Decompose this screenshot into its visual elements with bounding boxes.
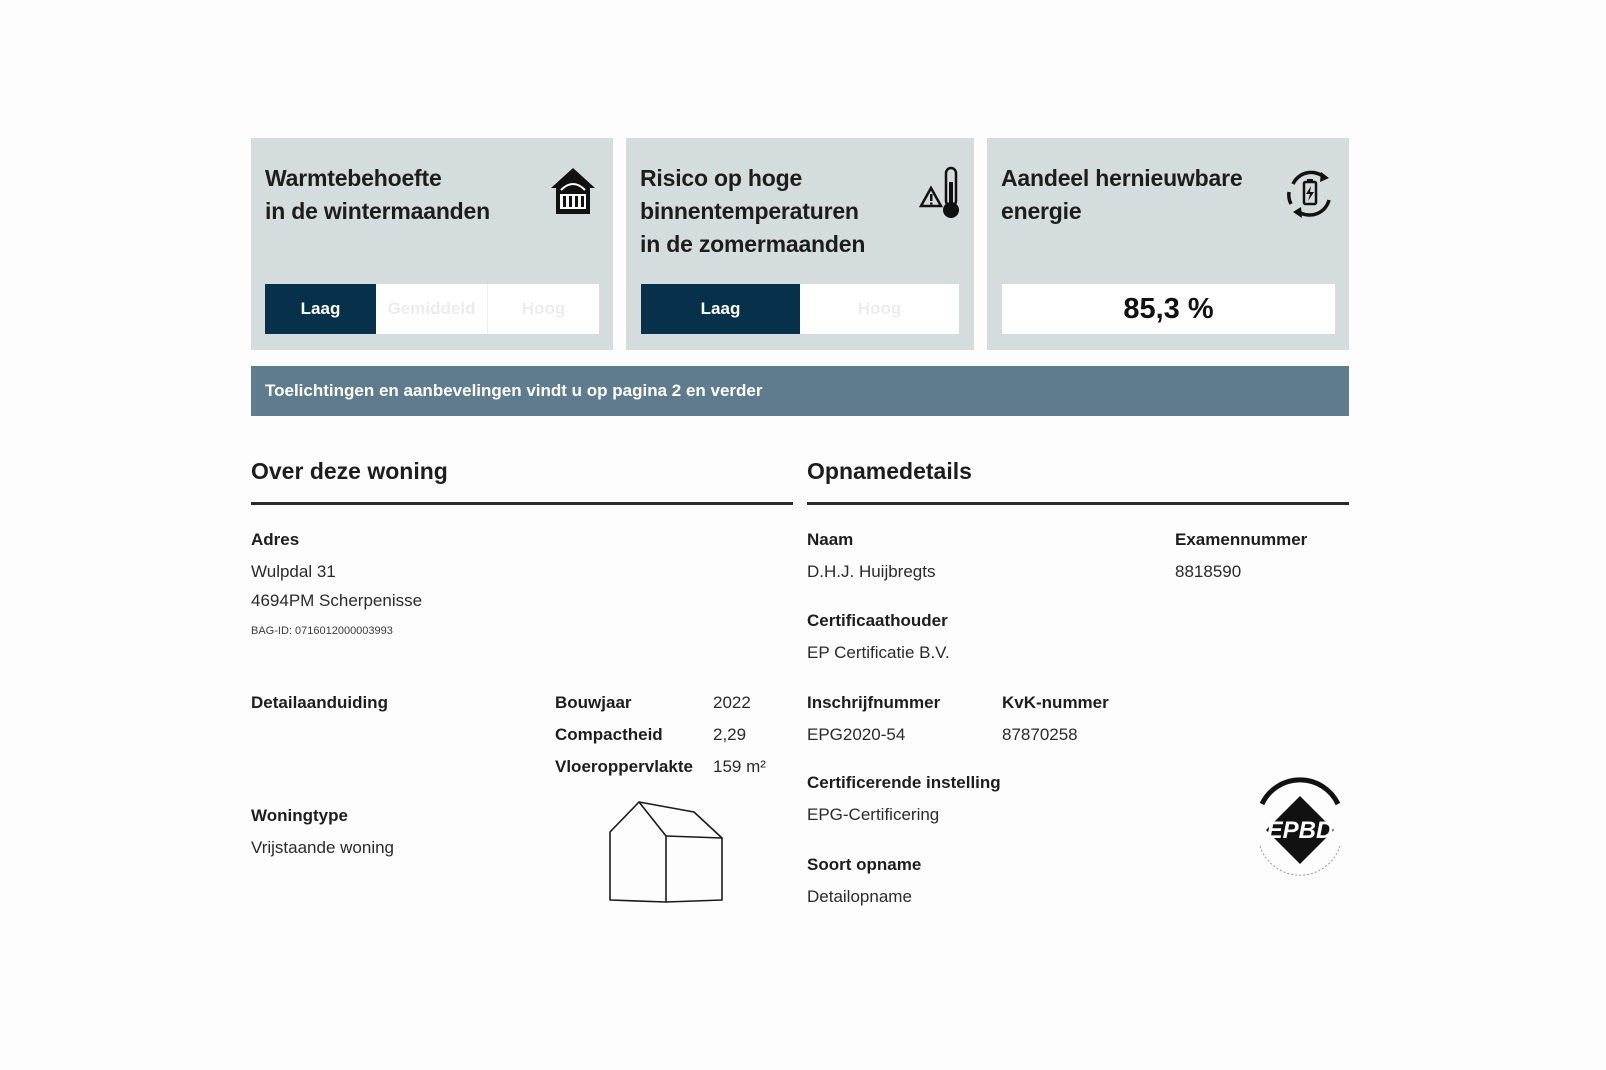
heat-demand-title: Warmtebehoefte in de wintermaanden (265, 165, 490, 224)
certificerende-instelling-label: Certificerende instelling (807, 773, 1001, 792)
compactheid-label: Compactheid (555, 725, 663, 744)
info-banner: Toelichtingen en aanbevelingen vindt u op pagina 2 en verder (251, 366, 1349, 416)
examennummer-label: Examennummer (1175, 530, 1308, 549)
section-title-opname: Opnamedetails (807, 458, 972, 484)
vloeroppervlakte-value: 159 m² (713, 757, 766, 776)
epbd-logo-text: EPBD (1266, 817, 1334, 844)
section-title-woning: Over deze woning (251, 458, 448, 484)
woningtype-value: Vrijstaande woning (251, 838, 395, 857)
soort-opname-label: Soort opname (807, 855, 922, 874)
scale-low: Laag (265, 284, 376, 334)
certificaathouder-label: Certificaathouder (807, 611, 948, 630)
kvk-value: 87870258 (1002, 725, 1078, 744)
naam-value: D.H.J. Huijbregts (807, 562, 936, 581)
address-city: 4694PM Scherpenisse (251, 591, 423, 610)
scale-high: Hoog (521, 299, 566, 318)
overheating-risk-scale (641, 284, 959, 334)
house-heating-icon (548, 164, 598, 222)
certificerende-instelling-value: EPG-Certificering (807, 805, 940, 824)
compactheid-value: 2,29 (713, 725, 747, 744)
section-divider (251, 502, 793, 505)
soort-opname-value: Detailopname (807, 887, 912, 906)
heat-demand-panel (251, 138, 613, 350)
detached-house-icon (606, 798, 726, 906)
thermometer-warning-icon (919, 164, 969, 222)
address-label: Adres (251, 530, 300, 549)
renewable-share-title: Aandeel hernieuwbare energie (1001, 165, 1243, 224)
bouwjaar-value: 2022 (713, 693, 751, 712)
overheating-risk-panel (626, 138, 974, 350)
inschrijfnummer-label: Inschrijfnummer (807, 693, 941, 712)
renewable-share-value: 85,3 % (1002, 284, 1335, 334)
address-street: Wulpdal 31 (251, 562, 336, 581)
vloeroppervlakte-label: Vloeroppervlakte (555, 757, 693, 776)
certificaathouder-value: EP Certificatie B.V. (807, 643, 950, 662)
detail-label: Detailaanduiding (251, 693, 388, 712)
woningtype-label: Woningtype (251, 806, 348, 825)
overheating-risk-title: Risico op hoge binnentemperaturen in de zomermaanden (640, 165, 866, 257)
epbd-logo (1252, 776, 1348, 884)
heat-demand-scale (265, 284, 599, 334)
renewable-battery-icon (1285, 164, 1335, 222)
naam-label: Naam (807, 530, 854, 549)
scale-high: Hoog (857, 299, 902, 318)
bouwjaar-label: Bouwjaar (555, 693, 632, 712)
kvk-label: KvK-nummer (1002, 693, 1109, 712)
examennummer-value: 8818590 (1175, 562, 1242, 581)
renewable-share-panel (987, 138, 1349, 350)
bag-id: BAG-ID: 0716012000003993 (251, 625, 393, 637)
scale-low: Laag (641, 284, 800, 334)
inschrijfnummer-value: EPG2020-54 (807, 725, 906, 744)
section-divider (807, 502, 1349, 505)
scale-medium: Gemiddeld (376, 284, 488, 334)
